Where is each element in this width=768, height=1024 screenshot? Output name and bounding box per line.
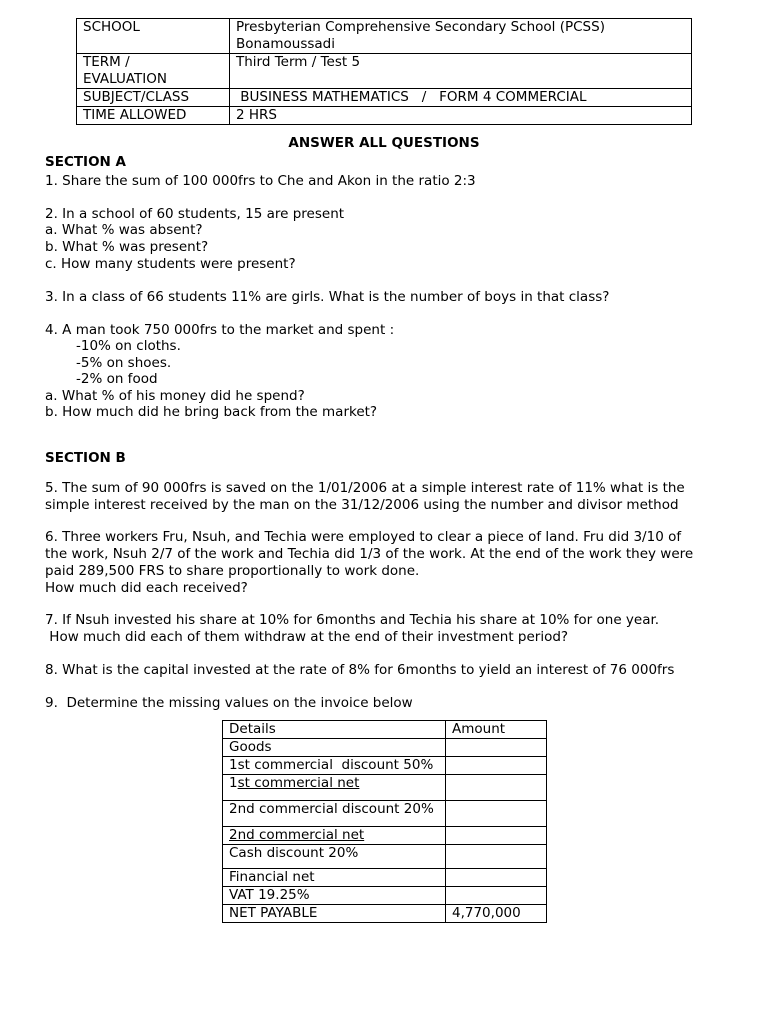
header-value-time: 2 HRS: [230, 107, 692, 125]
invoice-row: [223, 775, 547, 801]
invoice-amount: [446, 739, 547, 757]
question-2a: a. What % was absent?: [45, 222, 203, 238]
invoice-col-amount: Amount: [446, 721, 547, 739]
question-2: 2. In a school of 60 students, 15 are present: [45, 206, 345, 222]
invoice-detail: NET PAYABLE: [223, 905, 446, 923]
invoice-detail: 2nd commercial net: [223, 827, 446, 845]
invoice-row: [223, 869, 547, 887]
invoice-row: [223, 887, 547, 905]
question-4a: a. What % of his money did he spend?: [45, 388, 305, 404]
question-4b: b. How much did he bring back from the market?: [45, 404, 378, 420]
invoice-row: [223, 905, 547, 923]
header-label-school: SCHOOL: [77, 19, 230, 54]
header-row-subject: [77, 89, 692, 107]
question-6-line1: 6. Three workers Fru, Nsuh, and Techia were employed to clear a piece of land. Fru did 3/10 of: [45, 529, 682, 545]
question-2b: b. What % was present?: [45, 239, 209, 255]
invoice-row: [223, 739, 547, 757]
invoice-detail: Goods: [223, 739, 446, 757]
invoice-detail: VAT 19.25%: [223, 887, 446, 905]
invoice-header-row: [223, 721, 547, 739]
invoice-detail: 2nd commercial discount 20%: [223, 801, 446, 827]
instruction-heading: ANSWER ALL QUESTIONS: [288, 135, 480, 151]
school-location: Bonamoussadi: [236, 36, 335, 52]
invoice-col-details: Details: [223, 721, 446, 739]
invoice-detail: 1st commercial discount 50%: [223, 757, 446, 775]
question-8: 8. What is the capital invested at the rate of 8% for 6months to yield an interest of 76 000frs: [45, 662, 675, 678]
invoice-row: [223, 757, 547, 775]
section-a-title: SECTION A: [45, 154, 127, 170]
header-value-subject: BUSINESS MATHEMATICS / FORM 4 COMMERCIAL: [230, 89, 692, 107]
invoice-row: [223, 801, 547, 827]
question-6-line2: the work, Nsuh 2/7 of the work and Techia did 1/3 of the work. At the end of the work they were: [45, 546, 694, 562]
school-name: Presbyterian Comprehensive Secondary School (PCSS): [236, 19, 605, 35]
invoice-row: [223, 827, 547, 845]
invoice-table: [222, 720, 547, 923]
header-table: [76, 18, 692, 125]
question-2c: c. How many students were present?: [45, 256, 296, 272]
question-1: 1. Share the sum of 100 000frs to Che and Akon in the ratio 2:3: [45, 173, 476, 189]
invoice-amount: [446, 827, 547, 845]
term-label-line2: EVALUATION: [83, 71, 168, 87]
header-row-school: [77, 19, 692, 54]
header-row-time: [77, 107, 692, 125]
invoice-amount: [446, 801, 547, 827]
invoice-amount: 4,770,000: [446, 905, 547, 923]
header-label-time: TIME ALLOWED: [77, 107, 230, 125]
invoice-detail-underlined: st commercial net: [237, 775, 360, 791]
question-4: 4. A man took 750 000frs to the market and spent :: [45, 322, 395, 338]
question-6-line3: paid 289,500 FRS to share proportionally to work done.: [45, 563, 420, 579]
question-7-line1: 7. If Nsuh invested his share at 10% for 6months and Techia his share at 10% for one year.: [45, 612, 660, 628]
invoice-detail: Financial net: [223, 869, 446, 887]
invoice-detail: Cash discount 20%: [223, 845, 446, 869]
question-9: 9. Determine the missing values on the invoice below: [45, 695, 413, 711]
invoice-detail: [223, 775, 446, 801]
header-value-term: Third Term / Test 5: [230, 54, 692, 89]
header-value-school: [230, 19, 692, 54]
invoice-detail-prefix: 1: [229, 775, 238, 791]
question-4-item: -2% on food: [76, 371, 158, 387]
term-label-line1: TERM /: [83, 54, 130, 70]
question-4-item: -5% on shoes.: [76, 355, 172, 371]
invoice-amount: [446, 845, 547, 869]
question-4-item: -10% on cloths.: [76, 338, 181, 354]
invoice-amount: [446, 757, 547, 775]
header-label-term: [77, 54, 230, 89]
invoice-row: [223, 845, 547, 869]
question-5-line2: simple interest received by the man on the 31/12/2006 using the number and divisor method: [45, 497, 679, 513]
question-7-line2: How much did each of them withdraw at the end of their investment period?: [45, 629, 569, 645]
question-6-line4: How much did each received?: [45, 580, 248, 596]
invoice-amount: [446, 887, 547, 905]
question-3: 3. In a class of 66 students 11% are girls. What is the number of boys in that class?: [45, 289, 610, 305]
question-5-line1: 5. The sum of 90 000frs is saved on the 1/01/2006 at a simple interest rate of 11% what is the: [45, 480, 685, 496]
invoice-amount: [446, 775, 547, 801]
invoice-amount: [446, 869, 547, 887]
section-b-title: SECTION B: [45, 450, 126, 466]
header-label-subject: SUBJECT/CLASS: [77, 89, 230, 107]
header-row-term: [77, 54, 692, 89]
